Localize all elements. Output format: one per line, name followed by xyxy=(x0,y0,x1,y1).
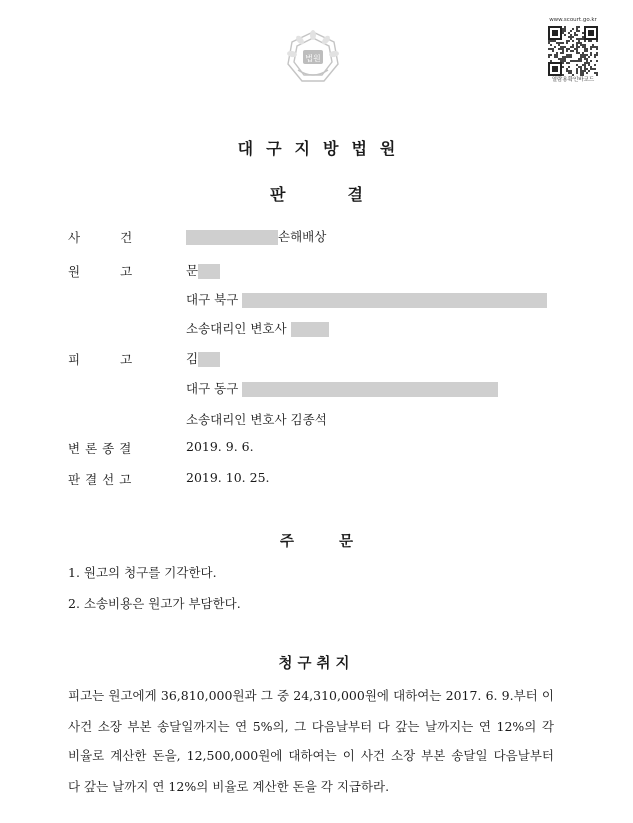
claim-line: 다 갚는 날까지 연 12%의 비율로 계산한 돈을 각 지급하라. xyxy=(68,779,390,794)
verdict-label: 판결선고 xyxy=(68,472,137,487)
defendant-name: 김 xyxy=(186,349,220,367)
defendant-address: 대구 동구 xyxy=(186,379,498,397)
qr-url: www.scourt.go.kr xyxy=(549,17,597,23)
defendant-label: 피고 xyxy=(68,352,173,367)
redaction xyxy=(198,264,220,279)
plaintiff-attorney: 소송대리인 변호사 xyxy=(186,319,329,337)
court-emblem xyxy=(284,28,342,86)
claim-line: 사건 소장 부본 송달일까지는 연 5%의, 그 다음날부터 다 갚는 날까지는 연 12%의 각 xyxy=(68,719,554,734)
order-item: 2. 소송비용은 원고가 부담한다. xyxy=(68,596,241,611)
closing-label: 변론종결 xyxy=(68,441,137,456)
plaintiff-label: 원고 xyxy=(68,264,173,279)
qr-caption: 열람용확인바코드 xyxy=(551,77,595,83)
redaction xyxy=(186,230,278,245)
plaintiff-address: 대구 북구 xyxy=(186,290,547,308)
defendant-attorney: 소송대리인 변호사 김종석 xyxy=(186,412,327,427)
case-label: 사건 xyxy=(68,230,173,245)
qr-code-icon xyxy=(548,26,598,76)
order-title: 주 문 xyxy=(279,533,354,550)
claim-title: 청구취지 xyxy=(278,655,355,672)
redaction xyxy=(198,352,220,367)
closing-date: 2019. 9. 6. xyxy=(186,439,254,454)
qr-block xyxy=(544,17,602,84)
redaction xyxy=(242,293,547,308)
redaction xyxy=(242,382,498,397)
verdict-date: 2019. 10. 25. xyxy=(186,470,270,485)
plaintiff-name: 문 xyxy=(186,261,220,279)
court-emblem-icon xyxy=(284,28,342,86)
order-item: 1. 원고의 청구를 기각한다. xyxy=(68,565,217,580)
svg-text:법원: 법원 xyxy=(305,54,321,63)
case-value: 손해배상 xyxy=(186,227,326,245)
redaction xyxy=(291,322,329,337)
doc-type-title: 판결 xyxy=(270,185,425,204)
court-name: 대구지방법원 xyxy=(237,139,409,158)
claim-line: 비율로 계산한 돈을, 12,500,000원에 대하여는 이 사건 소장 부본 송달일 다음날부터 xyxy=(68,748,554,763)
claim-line: 피고는 원고에게 36,810,000원과 그 중 24,310,000원에 대하여는 2017. 6. 9.부터 이 xyxy=(68,688,554,703)
